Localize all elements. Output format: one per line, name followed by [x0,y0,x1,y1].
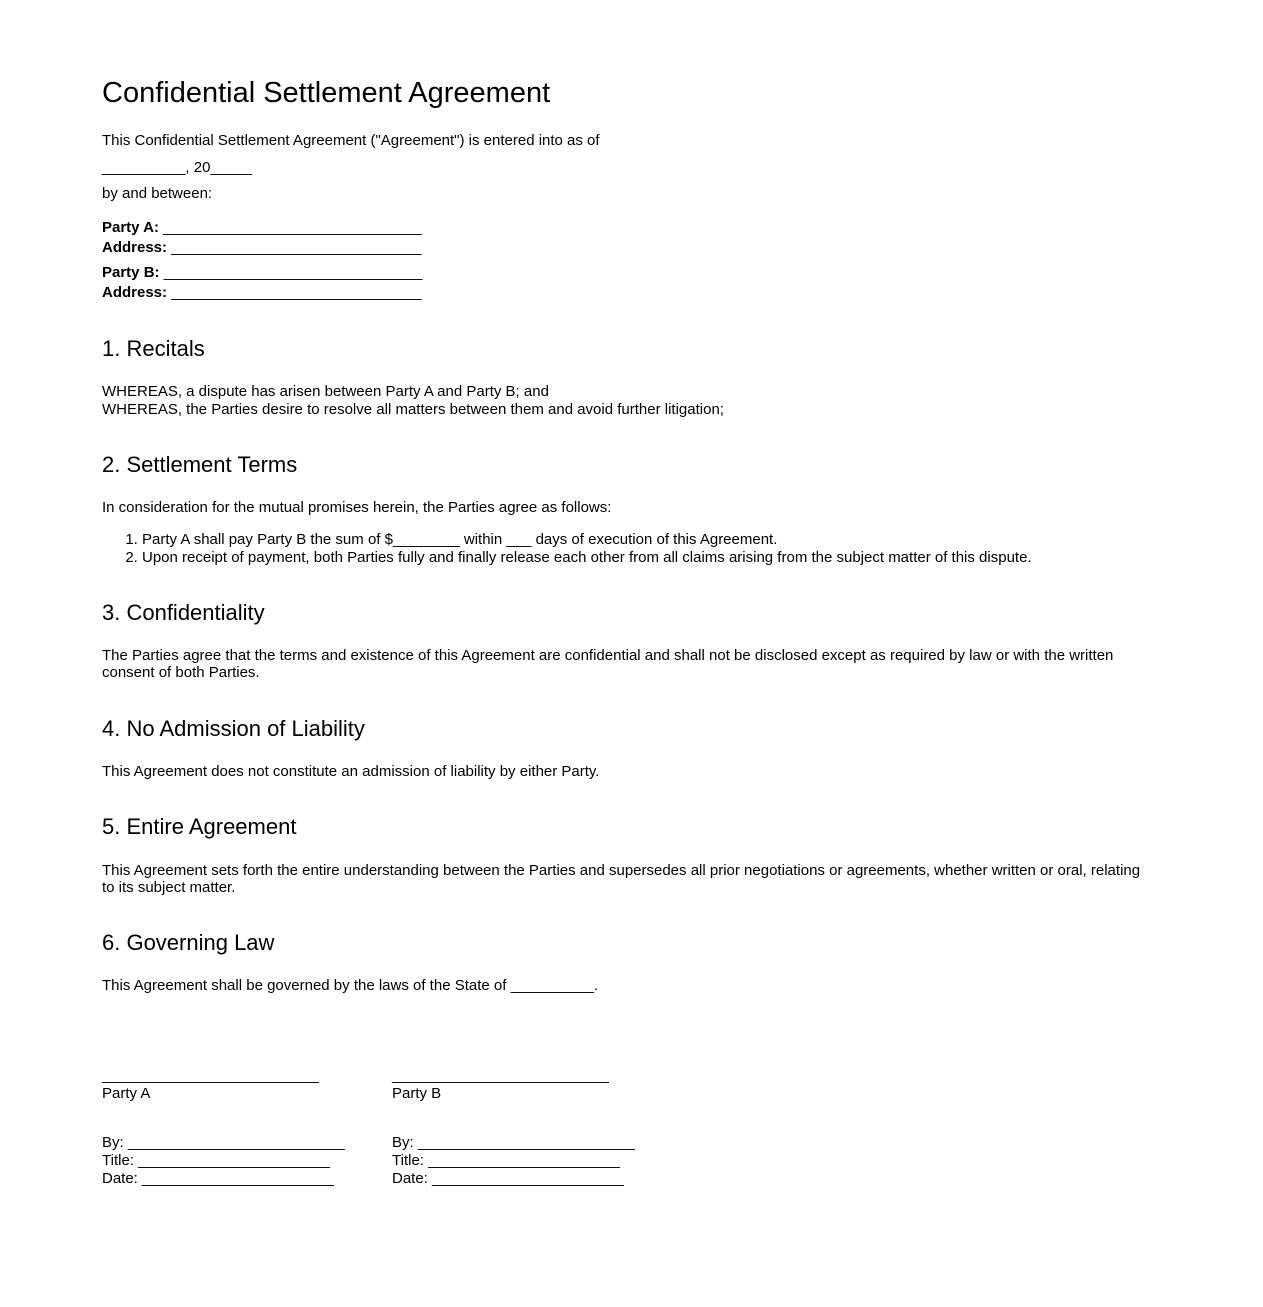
intro-paragraph: This Confidential Settlement Agreement ("Agreement") is entered into as of [102,132,600,150]
party-b-signature-details [392,1134,682,1188]
date-blank-line: __________, 20_____ [102,158,253,176]
party-b-title-line: Title: _______________________ [392,1151,620,1169]
party-a-label: Party A: [102,219,159,237]
by-and-between-line: by and between: [102,184,213,202]
whereas-line-1: WHEREAS, a dispute has arisen between Party A and Party B; and [102,383,549,401]
section-entire-agreement-heading: 5. Entire Agreement [102,814,297,840]
party-a-name-blank: _______________________________ [163,219,422,237]
settlement-terms-list [102,531,1147,566]
settlement-term-item: 1. Party A shall pay Party B the sum of $________ within ___ days of execution of this Agreement. [142,531,1147,548]
party-b-signature-line: __________________________ [392,1066,609,1084]
party-a-signature-line: __________________________ [102,1066,319,1084]
settlement-term-item: 2. Upon receipt of payment, both Parties fully and finally release each other from all claims arising from the subject matter of this dispute. [142,549,1147,566]
party-a-signature-label: Party A [102,1084,151,1102]
party-a-signature-area [102,1067,392,1103]
confidentiality-paragraph: The Parties agree that the terms and existence of this Agreement are confidential and shall not be disclosed except as required by law or with the written consent of both Parties. [102,647,1114,682]
party-b-by-line: By: __________________________ [392,1133,635,1151]
recitals-paragraph [102,383,1147,418]
party-a-lines [102,218,1147,257]
document-title: Confidential Settlement Agreement [102,77,551,109]
section-confidentiality-heading: 3. Confidentiality [102,599,265,625]
section-settlement-terms-heading: 2. Settlement Terms [102,451,298,477]
party-a-address-label: Address: [102,238,168,256]
party-b-signature-label: Party B [392,1084,442,1102]
party-a-by-line: By: __________________________ [102,1133,345,1151]
party-b-date-line: Date: _______________________ [392,1169,624,1187]
party-a-date-line: Date: _______________________ [102,1169,334,1187]
section-no-admission-heading: 4. No Admission of Liability [102,715,365,741]
whereas-line-2: WHEREAS, the Parties desire to resolve all matters between them and avoid further litigation; [102,400,724,418]
section-governing-law-heading: 6. Governing Law [102,930,275,956]
party-b-address-blank: ______________________________ [171,283,422,301]
party-a-signature-details [102,1134,392,1188]
party-b-label: Party B: [102,264,160,282]
signature-block [102,1067,1147,1188]
signature-column-party-b [392,1067,682,1188]
party-b-lines [102,263,1147,302]
no-admission-paragraph: This Agreement does not constitute an admission of liability by either Party. [102,763,600,781]
signature-column-party-a [102,1067,392,1188]
party-b-signature-area [392,1067,682,1103]
settlement-intro-paragraph: In consideration for the mutual promises herein, the Parties agree as follows: [102,499,612,517]
party-b-name-blank: _______________________________ [163,264,423,282]
governing-law-paragraph: This Agreement shall be governed by the laws of the State of __________. [102,977,599,995]
parties-block [102,218,1147,302]
party-b-address-label: Address: [102,283,168,301]
party-a-title-line: Title: _______________________ [102,1151,330,1169]
party-a-address-blank: ______________________________ [171,238,422,256]
section-recitals-heading: 1. Recitals [102,336,205,362]
entire-agreement-paragraph: This Agreement sets forth the entire understanding between the Parties and supersedes all prior negotiations or agreements, whether written or oral, relating to its subject matter. [102,861,1141,896]
